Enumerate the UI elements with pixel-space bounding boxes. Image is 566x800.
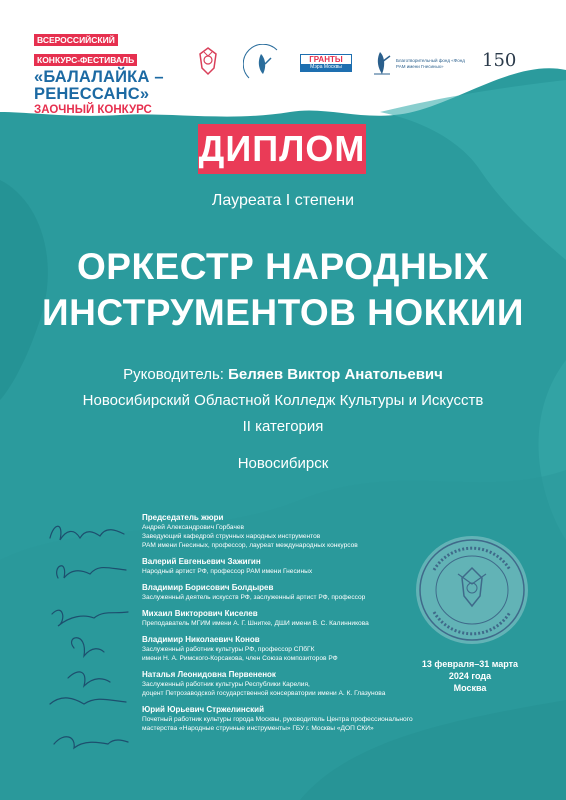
- festival-name-line2: РЕНЕССАНС»: [34, 85, 150, 103]
- leader: [0, 366, 566, 383]
- jury-member-desc: мастерства «Народные струнные инструменты» ГБУ г. Москвы «ДОП СКИ»: [142, 725, 374, 732]
- grants-bottom: Мэра Москвы: [301, 64, 351, 71]
- date-year: 2024 года: [448, 671, 492, 681]
- jury-member-name: Владимир Борисович Болдырев: [142, 583, 274, 592]
- leader-label: Руководитель:: [123, 366, 229, 383]
- jury-member-name: Михаил Викторович Киселев: [142, 609, 258, 618]
- jury-member-desc: доцент Петрозаводской государственной консерватории имени А. К. Глазунова: [142, 690, 386, 697]
- jury-member-desc: Заслуженный работник культуры Республики Карелия,: [142, 681, 310, 688]
- jury-member: [142, 635, 442, 663]
- jury-member-desc: Заведующий кафедрой струнных народных инструментов: [142, 533, 321, 540]
- city: Новосибирск: [237, 455, 329, 472]
- diploma-title: ДИПЛОМ: [198, 128, 366, 169]
- jury-member-desc: Заслуженный работник культуры РФ, профессор СПбГК: [142, 646, 315, 653]
- jury-member: [142, 583, 442, 602]
- fund-logo-icon: [370, 48, 394, 78]
- jury-member-desc: имени Н. А. Римского-Корсакова, член Союза композиторов РФ: [142, 655, 338, 662]
- jury-member-name: Юрий Юрьевич Стржелинский: [142, 705, 265, 714]
- grants-logo: [300, 54, 352, 72]
- date-place: Москва: [453, 683, 487, 693]
- anniversary-number: 150: [482, 50, 517, 71]
- laureate-degree: Лауреата I степени: [211, 192, 355, 209]
- jury-list: [142, 513, 442, 740]
- jury-member: [142, 513, 442, 550]
- academy-logo-icon: [243, 44, 283, 84]
- jury-member-name: Председатель жюри: [142, 513, 224, 522]
- date-range: 13 февраля–31 марта: [421, 659, 519, 669]
- jury-member-desc: Народный артист РФ, профессор РАМ имени Гнесиных: [142, 568, 313, 575]
- jury-member-desc: РАМ имени Гнесиных, профессор, лауреат международных конкурсов: [142, 542, 358, 549]
- recipient-line1: ОРКЕСТР НАРОДНЫХ: [77, 246, 489, 287]
- festival-logo: [34, 28, 184, 117]
- jury-member-desc: Почетный работник культуры города Москвы, руководитель Центра профессионального: [142, 716, 413, 723]
- festival-sub: ЗАОЧНЫЙ КОНКУРС: [34, 104, 152, 116]
- jury-member-desc: Преподаватель МГИМ имени А. Г. Шнитке, ДШИ имени В. С. Калинникова: [142, 620, 369, 627]
- fund-text: Благотворительный фонд «Фонд РАМ имени Гнесиных»: [396, 58, 465, 69]
- ministry-emblem-icon: [196, 46, 220, 76]
- jury-member-name: Валерий Евгеньевич Зажигин: [142, 557, 261, 566]
- jury-member: [142, 609, 442, 628]
- event-date: [400, 658, 540, 694]
- jury-member: [142, 557, 442, 576]
- recipient-name: [0, 244, 566, 336]
- category: II категория: [242, 418, 324, 435]
- jury-member-name: Владимир Николаевич Конов: [142, 635, 260, 644]
- festival-line1: ВСЕРОССИЙСКИЙ: [34, 34, 118, 46]
- recipient-line2: ИНСТРУМЕНТОВ НОККИИ: [42, 292, 524, 333]
- jury-member: [142, 705, 442, 733]
- festival-line2: КОНКУРС-ФЕСТИВАЛЬ: [34, 54, 137, 66]
- grants-top: ГРАНТЫ: [309, 55, 343, 64]
- jury-member-name: Наталья Леонидовна Первененок: [142, 670, 276, 679]
- festival-name-line1: «БАЛАЛАЙКА –: [34, 68, 164, 86]
- signatures-icon: [44, 518, 134, 788]
- jury-member-desc: Андрей Александрович Горбачев: [142, 524, 245, 531]
- header: [0, 0, 566, 116]
- stamp-seal-icon: [412, 530, 532, 650]
- jury-member-desc: Заслуженный деятель искусств РФ, заслуженный артист РФ, профессор: [142, 594, 366, 601]
- leader-name: Беляев Виктор Анатольевич: [228, 366, 443, 383]
- jury-member: [142, 670, 442, 698]
- college: Новосибирский Областной Колледж Культуры и Искусств: [82, 392, 484, 409]
